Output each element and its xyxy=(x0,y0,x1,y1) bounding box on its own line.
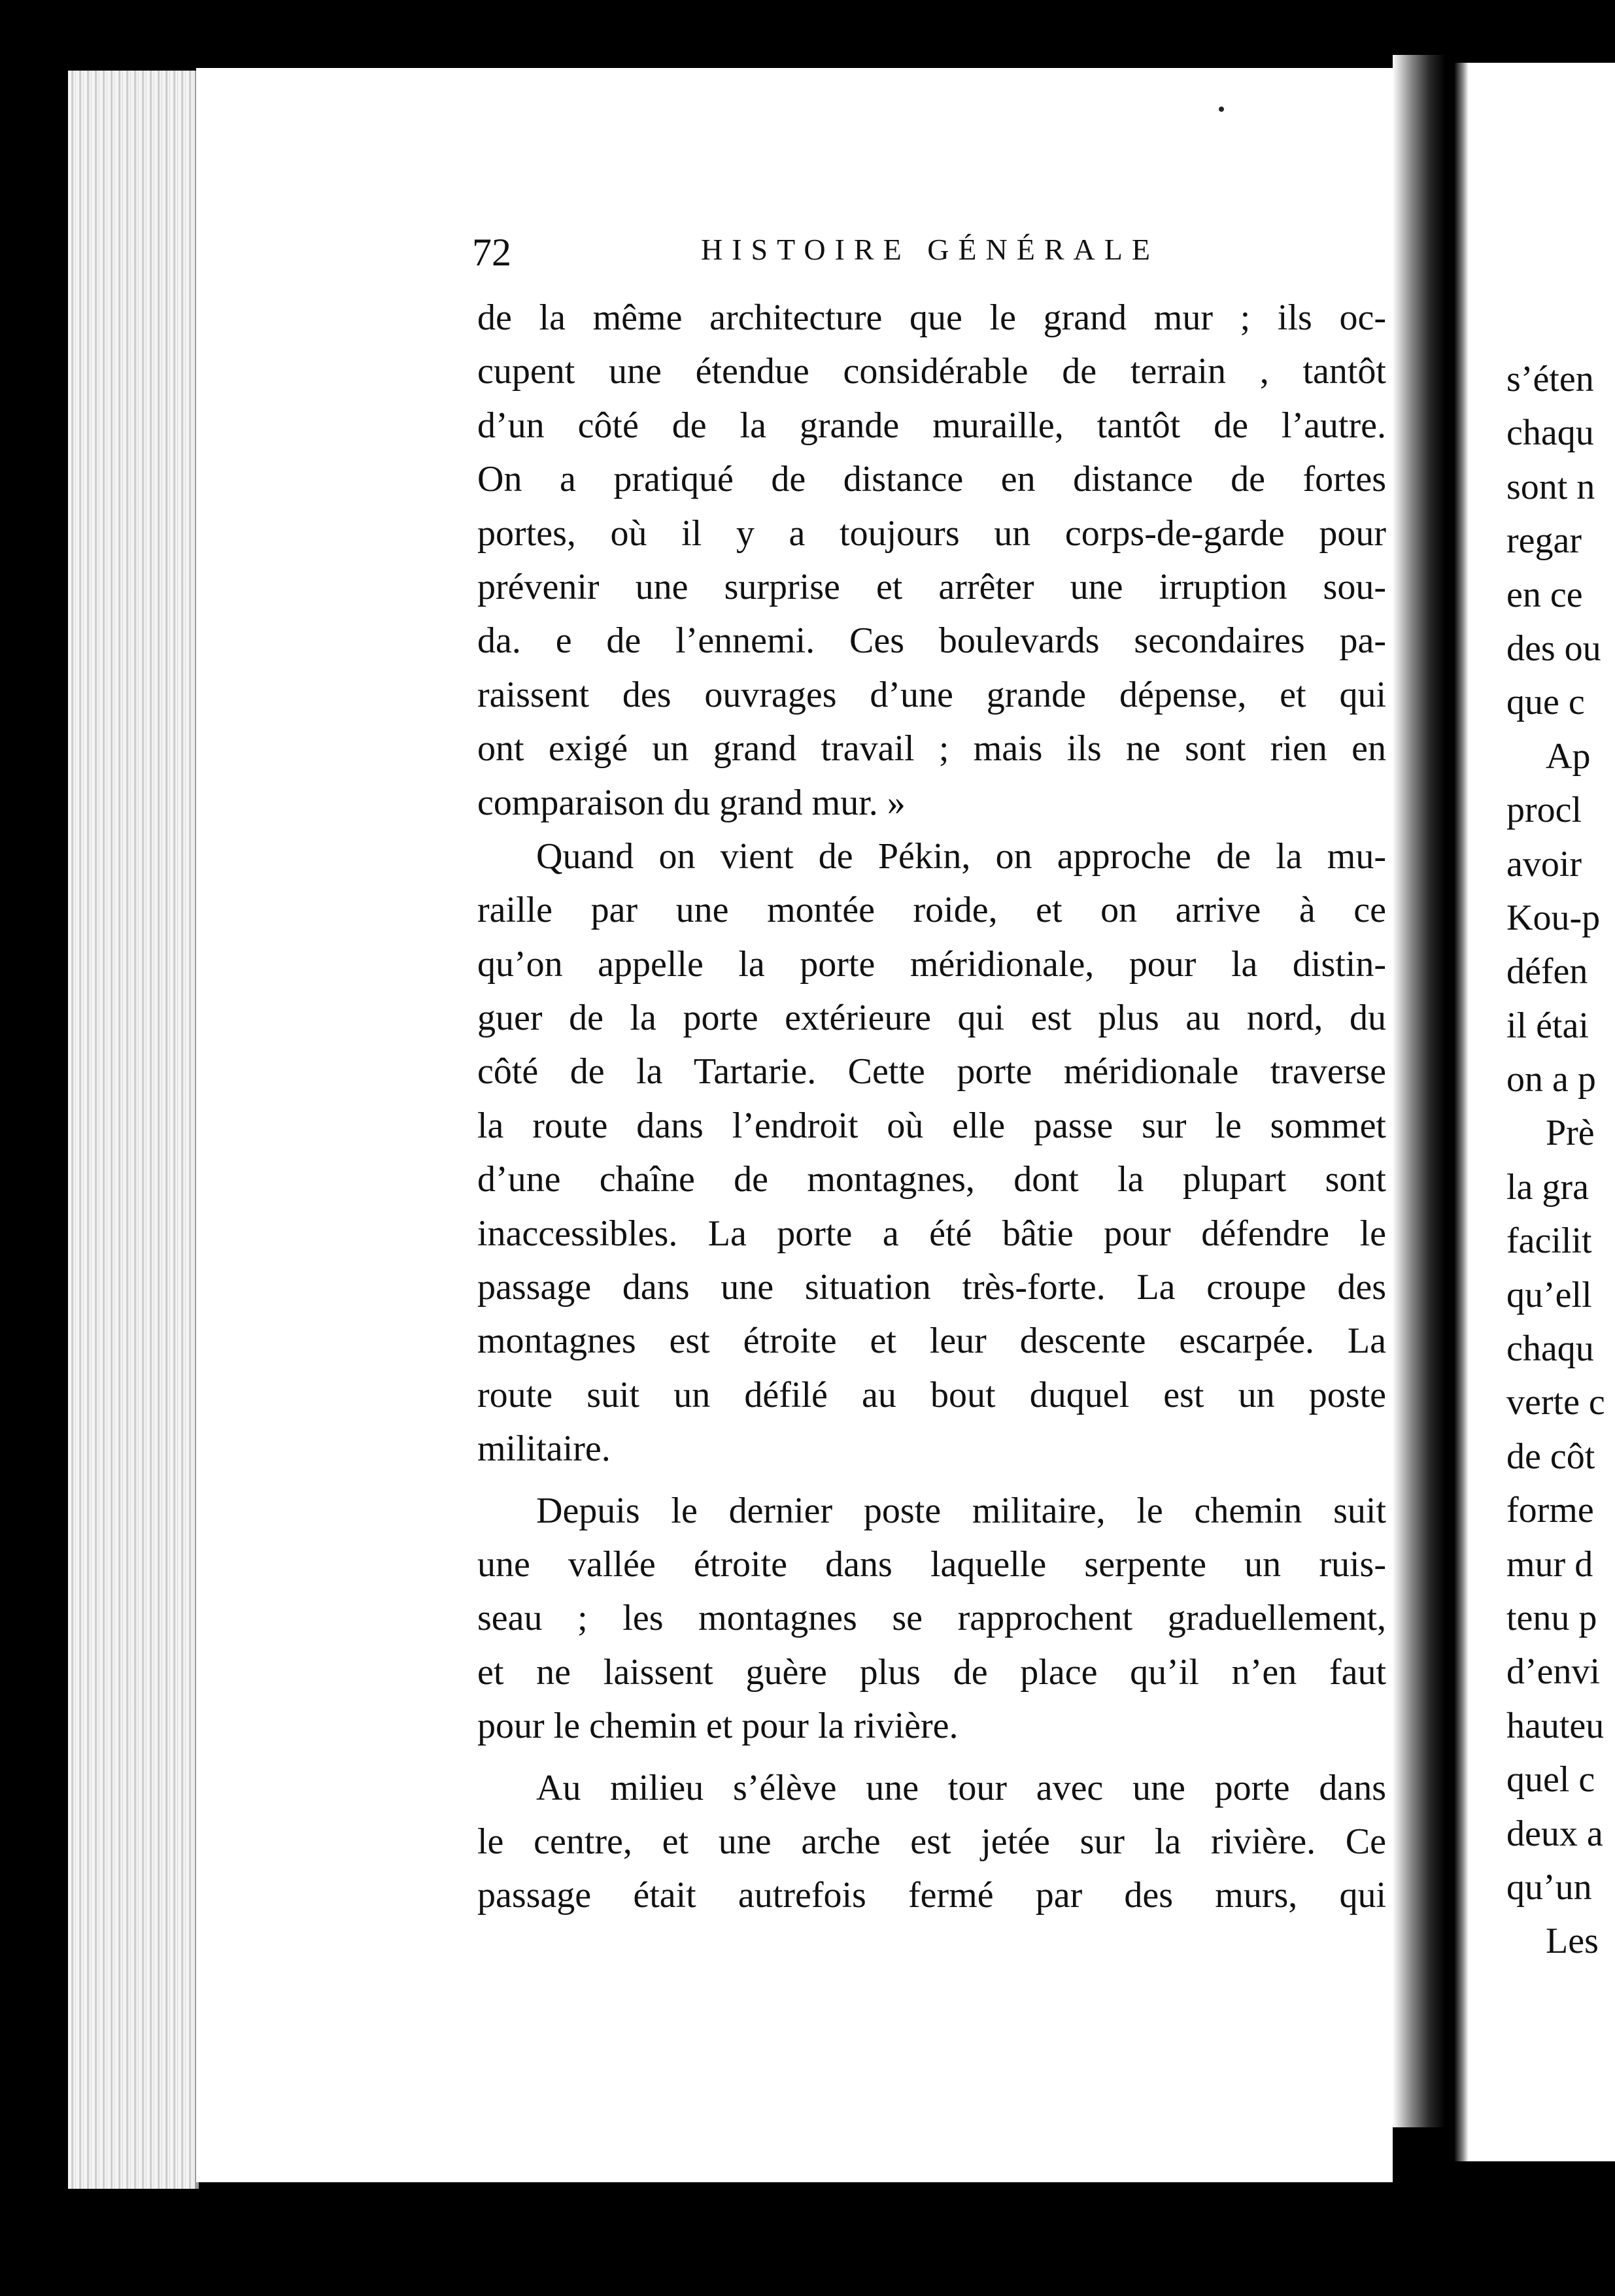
text-line: prévenir une surprise et arrêter une irruption sou- xyxy=(477,566,1386,607)
ink-speck xyxy=(1219,107,1224,112)
right-line: forme xyxy=(1506,1490,1594,1531)
right-line: des ou xyxy=(1506,628,1601,669)
text-line: passage était autrefois fermé par des murs, qui xyxy=(477,1875,1386,1916)
right-line: chaqu xyxy=(1506,413,1594,454)
right-line: Ap xyxy=(1546,735,1591,777)
right-line: verte c xyxy=(1506,1382,1605,1423)
text-line: guer de la porte extérieure qui est plus au nord, du xyxy=(477,998,1386,1039)
text-line: comparaison du grand mur. » xyxy=(477,782,906,823)
right-line: procl xyxy=(1506,790,1582,831)
right-line: s’éten xyxy=(1506,359,1594,399)
text-line: qu’on appelle la porte méridionale, pour la distin- xyxy=(477,943,1386,985)
right-line: défen xyxy=(1506,951,1588,992)
right-line: d’envi xyxy=(1506,1651,1601,1693)
text-line: portes, où il y a toujours un corps-de-garde pour xyxy=(477,513,1386,554)
book-page-edges xyxy=(68,71,199,2189)
right-page xyxy=(1454,63,1615,2161)
text-line: Depuis le dernier poste militaire, le chemin suit xyxy=(536,1490,1386,1531)
text-line: seau ; les montagnes se rapprochent graduellement, xyxy=(477,1598,1386,1639)
text-line: raille par une montée roide, et on arrive à ce xyxy=(477,890,1386,931)
text-line: passage dans une situation très-forte. La croupe des xyxy=(477,1267,1386,1308)
right-line: la gra xyxy=(1506,1166,1589,1207)
text-line: On a pratiqué de distance en distance de fortes xyxy=(477,459,1386,500)
right-line: facilit xyxy=(1506,1221,1592,1262)
running-title: HISTOIRE GÉNÉRALE xyxy=(701,233,1159,266)
page-number: 72 xyxy=(472,231,511,274)
text-line: raissent des ouvrages d’une grande dépense, et qui xyxy=(477,674,1386,715)
book-gutter xyxy=(1393,55,1445,2127)
right-line: de côt xyxy=(1506,1436,1595,1477)
right-line: avoir xyxy=(1506,843,1582,885)
text-line: et ne laissent guère plus de place qu’il n’en faut xyxy=(477,1651,1386,1693)
text-line: d’un côté de la grande muraille, tantôt de l’autre. xyxy=(477,405,1386,446)
right-line: qu’un xyxy=(1506,1866,1592,1908)
right-line: que c xyxy=(1506,682,1585,723)
text-line: route suit un défilé au bout duquel est un poste xyxy=(477,1374,1386,1415)
text-line: Quand on vient de Pékin, on approche de la mu- xyxy=(536,836,1386,877)
right-line: Prè xyxy=(1546,1113,1595,1154)
right-line: tenu p xyxy=(1506,1597,1597,1638)
text-line: montagnes est étroite et leur descente escarpée. La xyxy=(477,1321,1386,1362)
right-line: regar xyxy=(1506,520,1582,562)
right-line: Les xyxy=(1546,1921,1599,1962)
right-line: en ce xyxy=(1506,574,1583,615)
text-line: côté de la Tartarie. Cette porte méridionale traverse xyxy=(477,1051,1386,1092)
text-line: pour le chemin et pour la rivière. xyxy=(477,1706,959,1747)
right-page-text xyxy=(1506,352,1615,1968)
right-line: chaqu xyxy=(1506,1328,1594,1370)
right-line: mur d xyxy=(1506,1544,1593,1585)
text-line: de la même architecture que le grand mur ; ils oc- xyxy=(477,297,1386,338)
text-line: la route dans l’endroit où elle passe sur le sommet xyxy=(477,1105,1386,1146)
right-line: deux a xyxy=(1506,1813,1603,1854)
right-line: il étai xyxy=(1506,1005,1589,1046)
right-line: hauteu xyxy=(1506,1705,1605,1746)
page-body-text xyxy=(477,291,1386,1923)
text-line: le centre, et une arche est jetée sur la rivière. Ce xyxy=(477,1821,1386,1862)
text-line: da. e de l’ennemi. Ces boulevards secondaires pa- xyxy=(477,620,1386,662)
right-line: Kou-p xyxy=(1506,897,1601,938)
right-line: on a p xyxy=(1506,1059,1596,1100)
text-line: ont exigé un grand travail ; mais ils ne sont rien en xyxy=(477,728,1386,769)
text-line: Au milieu s’élève une tour avec une porte dans xyxy=(536,1767,1386,1808)
right-line: sont n xyxy=(1506,466,1595,507)
right-line: quel c xyxy=(1506,1759,1595,1800)
text-line: une vallée étroite dans laquelle serpente un ruis- xyxy=(477,1544,1386,1585)
right-line: qu’ell xyxy=(1506,1274,1592,1315)
text-line: militaire. xyxy=(477,1428,611,1470)
text-line: inaccessibles. La porte a été bâtie pour défendre le xyxy=(477,1213,1386,1254)
text-line: d’une chaîne de montagnes, dont la plupart sont xyxy=(477,1159,1386,1200)
text-line: cupent une étendue considérable de terrain , tantôt xyxy=(477,351,1386,392)
